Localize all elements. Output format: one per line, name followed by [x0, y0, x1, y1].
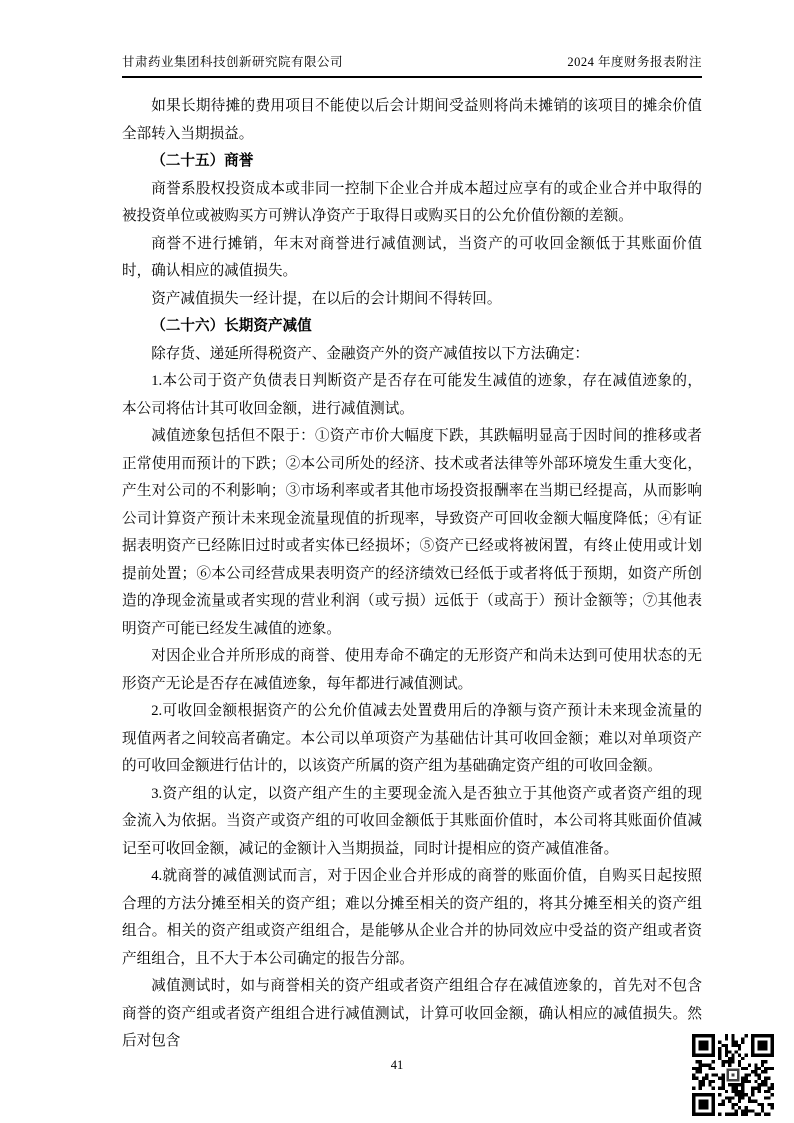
section-heading-goodwill: （二十五）商誉 — [151, 153, 254, 169]
paragraph: 4.就商誉的减值测试而言，对于因企业合并形成的商誉的账面价值，自购买日起按照合理的方法分摊至相关的资产组；难以分摊至相关的资产组的，将其分摊至相关的资产组组合。相关的资产组或资产组组合，是能够从企业合并的协同效应中受益的资产组或者资产组组合，且不大于本公司确定的报告分部。 — [122, 868, 702, 967]
paragraph: 1.本公司于资产负债表日判断资产是否存在可能发生减值的迹象，存在减值迹象的，本公司将估计其可收回金额，进行减值测试。 — [122, 373, 702, 417]
paragraph: 对因企业合并所形成的商誉、使用寿命不确定的无形资产和尚未达到可使用状态的无形资产无论是否存在减值迹象，每年都进行减值测试。 — [122, 648, 702, 692]
paragraph: 如果长期待摊的费用项目不能使以后会计期间受益则将尚未摊销的该项目的摊余价值全部转入当期损益。 — [122, 98, 702, 142]
qr-code-icon — [692, 1034, 774, 1116]
header-company-name: 甘肃药业集团科技创新研究院有限公司 — [122, 55, 344, 69]
paragraph: 减值测试时，如与商誉相关的资产组或者资产组组合存在减值迹象的，首先对不包含商誉的资产组或者资产组组合进行减值测试，计算可收回金额，确认相应的减值损失。然后对包含 — [122, 978, 702, 1049]
page-header — [122, 52, 702, 78]
header-doc-title: 2024 年度财务报表附注 — [567, 55, 702, 69]
paragraph: 减值迹象包括但不限于：①资产市价大幅度下跌，其跌幅明显高于因时间的推移或者正常使用而预计的下跌；②本公司所处的经济、技术或者法律等外部环境发生重大变化，产生对公司的不利影响；③市场利率或者其他市场投资报酬率在当期已经提高，从而影响公司计算资产预计未来现金流量现值的折现率，导致资产可回收金额大幅度降低；④有证据表明资产已经陈旧过时或者实体已经损坏；⑤资产已经或将被闲置，有终止使用或计划提前处置；⑥本公司经营成果表明资产的经济绩效已经低于或者将低于预期，如资产所创造的净现金流量或者实现的营业利润（或亏损）远低于（或高于）预计金额等；⑦其他表明资产可能已经发生减值的迹象。 — [122, 428, 702, 637]
page-number: 41 — [390, 1058, 404, 1072]
section-heading-long-term-impairment: （二十六）长期资产减值 — [151, 318, 312, 334]
paragraph: 除存货、递延所得税资产、金融资产外的资产减值按以下方法确定： — [151, 345, 590, 362]
paragraph: 商誉不进行摊销，年末对商誉进行减值测试，当资产的可收回金额低于其账面价值时，确认相应的减值损失。 — [122, 235, 702, 279]
paragraph: 3.资产组的认定，以资产组产生的主要现金流入是否独立于其他资产或者资产组的现金流入为依据。当资产或资产组的可收回金额低于其账面价值时，本公司将其账面价值减记至可收回金额，减记的金额计入当期损益，同时计提相应的资产减值准备。 — [122, 785, 702, 857]
paragraph: 资产减值损失一经计提，在以后的会计期间不得转回。 — [151, 290, 502, 307]
document-body — [122, 93, 702, 1056]
paragraph: 2.可收回金额根据资产的公允价值减去处置费用后的净额与资产预计未来现金流量的现值两者之间较高者确定。本公司以单项资产为基础估计其可收回金额；难以对单项资产的可收回金额进行估计的，以该资产所属的资产组为基础确定资产组的可收回金额。 — [122, 703, 702, 774]
paragraph: 商誉系股权投资成本或非同一控制下企业合并成本超过应享有的或企业合并中取得的被投资单位或被购买方可辨认净资产于取得日或购买日的公允价值份额的差额。 — [122, 180, 702, 224]
